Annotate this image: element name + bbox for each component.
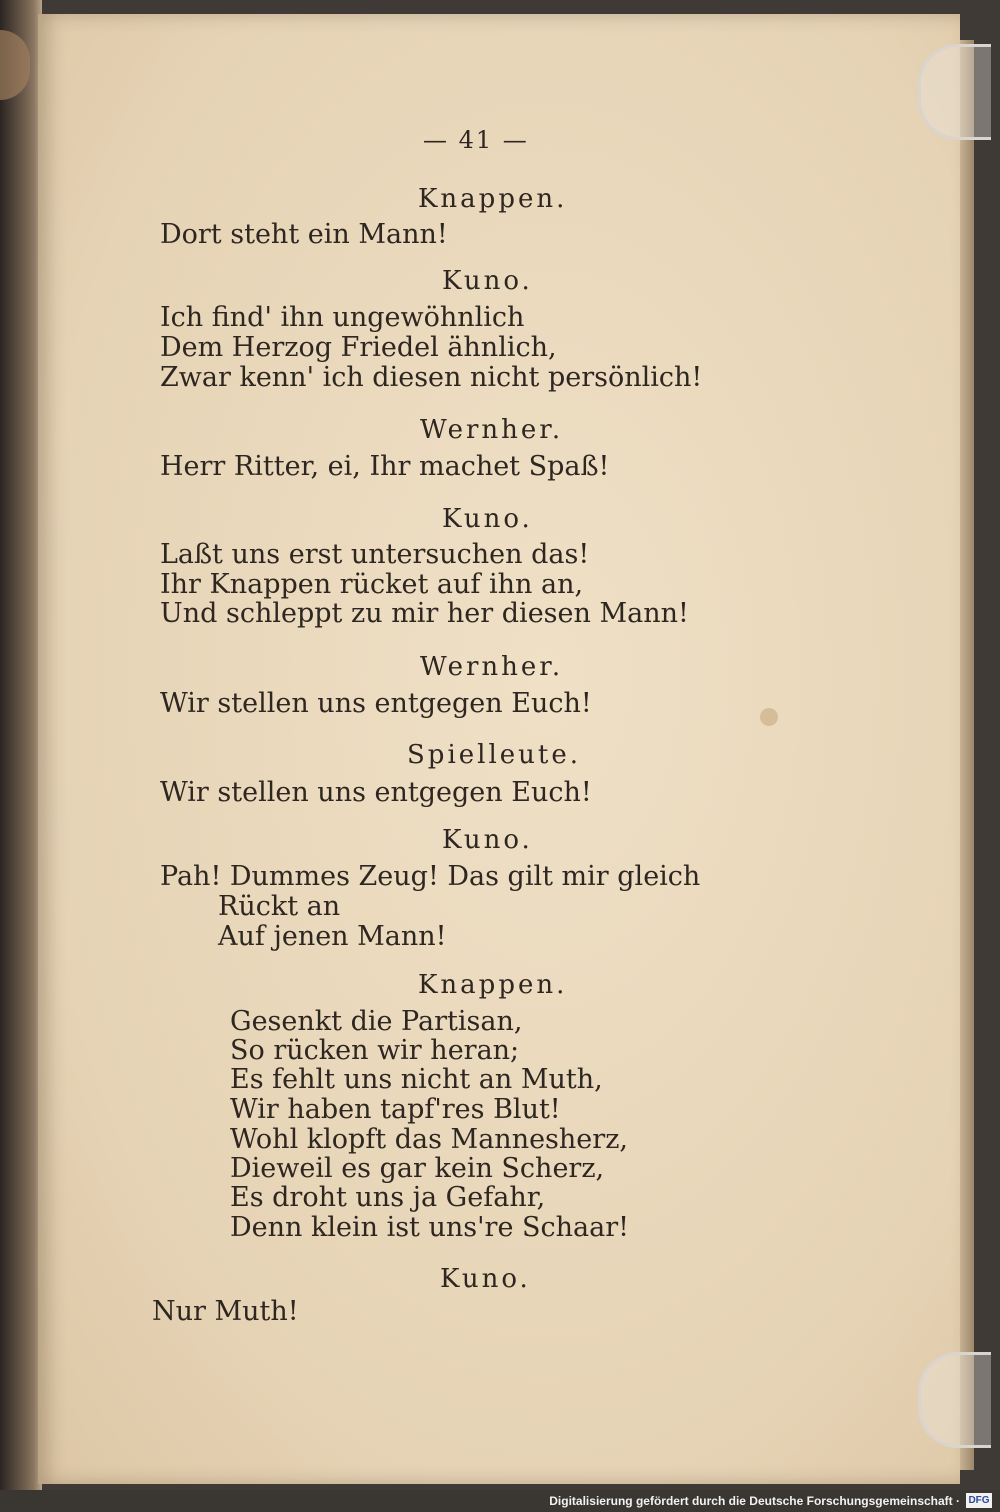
page-clip-top [918, 44, 991, 140]
verse-line: Dieweil es gar kein Scherz, [230, 1153, 605, 1184]
speaker-label: Kuno. [440, 1264, 531, 1294]
verse-line: Zwar kenn' ich diesen nicht persönlich! [160, 362, 703, 393]
dfg-logo: DFG [966, 1493, 992, 1508]
speaker-label: Kuno. [442, 266, 533, 296]
verse-line: Dem Herzog Friedel ähnlich, [160, 332, 557, 363]
verse-line: Es droht uns ja Gefahr, [230, 1182, 546, 1213]
verse-line: Laßt uns erst untersuchen das! [160, 539, 590, 570]
verse-line: Dort steht ein Mann! [160, 219, 448, 250]
speaker-label: Spielleute. [407, 740, 582, 770]
speaker-label: Wernher. [420, 652, 564, 682]
page-clip-bottom [918, 1352, 991, 1448]
page-number: — 41 — [423, 126, 529, 154]
book-spine [0, 0, 42, 1512]
page-edge [960, 40, 974, 1470]
footer-bar [0, 1490, 1000, 1512]
verse-line: Denn klein ist uns're Schaar! [230, 1212, 629, 1243]
verse-line: Wir stellen uns entgegen Euch! [160, 777, 592, 808]
verse-line: Wir stellen uns entgegen Euch! [160, 688, 592, 719]
verse-line: Pah! Dummes Zeug! Das gilt mir gleich [160, 861, 701, 892]
paper-stain [760, 708, 778, 726]
speaker-label: Knappen. [418, 970, 568, 1000]
verse-line: Auf jenen Mann! [218, 921, 447, 952]
speaker-label: Kuno. [442, 825, 533, 855]
verse-line: Ich find' ihn ungewöhnlich [160, 302, 525, 333]
speaker-label: Knappen. [418, 184, 568, 214]
verse-line: Wohl klopft das Mannesherz, [230, 1124, 628, 1155]
verse-line: So rücken wir heran; [230, 1035, 520, 1066]
verse-line: Und schleppt zu mir her diesen Mann! [160, 598, 689, 629]
verse-line: Nur Muth! [152, 1296, 299, 1327]
verse-line: Wir haben tapf'res Blut! [230, 1094, 561, 1125]
verse-line: Gesenkt die Partisan, [230, 1006, 523, 1037]
verse-line: Herr Ritter, ei, Ihr machet Spaß! [160, 451, 610, 482]
speaker-label: Kuno. [442, 504, 533, 534]
verse-line: Ihr Knappen rücket auf ihn an, [160, 569, 584, 600]
verse-line: Rückt an [218, 891, 341, 922]
speaker-label: Wernher. [420, 415, 564, 445]
verse-line: Es fehlt uns nicht an Muth, [230, 1064, 603, 1095]
funding-credit: Digitalisierung gefördert durch die Deutsche Forschungsgemeinschaft · [549, 1494, 960, 1508]
spine-edge [0, 30, 30, 100]
